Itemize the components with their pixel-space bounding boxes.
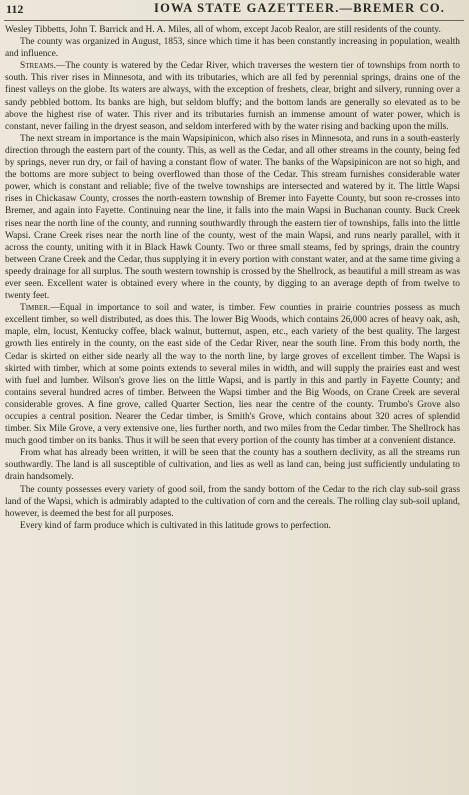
paragraph-timber: Timber.—Equal in importance to soil and water, is timber. Few counties in prairie countries possess as much excellent timber, so well distributed, as does this. The lower Big Woods, which contains 26,000 acres of heavy oak, ash, maple, elm, locust, Kentucky coffee, black walnut, butternut, aspen, etc., each variety of the best quality. The largest growth lies entirely in the county, on the east side of the Cedar River, near the south line. From this body north, the Cedar is skirted on either side nearly all the way to the north line, by large groves of excellent timber. The Wapsi is skirted with timber, which at some points extends to several miles in width, and will supply the prairies east and west with fuel and lumber. Wilson's grove lies on the little Wapsi, and is partly in this and partly in Fayette County; and contains several hundred acres of timber. Between the Wapsi timber and the Big Woods, on Crane Creek are several considerable groves. A fine grove, called Quarter Section, lies near the centre of the county. Trumbo's Grove also occupies a central position. Nearer the Cedar timber, is Smith's Grove, which contains about 320 acres of splendid timber. Six Mile Grove, a very extensive one, lies further north, and two miles from the Cedar timber. The Shellrock has much good timber on its banks. Thus it will be seen that every portion of the county has timber at a convenient distance.: [5, 303, 460, 447]
section-heading-streams: Streams.—: [20, 61, 66, 72]
paragraph-wapsipinicon: The next stream in importance is the main Wapsipinicon, which also rises in Minnesota, and runs in a south-easterly direction through the eastern part of the county. This, as well as the Cedar, and all other streams in the county, being fed by springs, never run dry, or fail of having a constant flow of water. The banks of the Wapsipinicon are not so high, and the bottoms are more subject to being overflowed than those of the Cedar. This stream furnishes considerable water power, which is constant and reliable; five of the twelve townships are intersected and watered by it. The little Wapsi rises in Chickasaw County, crosses the north-eastern township of Bremer into Fayette County, but soon re-crosses into Bremer, and again into Fayette. Continuing near the line, it falls into the main Wapsi in Buchanan county. Buck Creek rises near the north line of the county, and running southwardly through the eastern tier of townships, falls into the little Wapsi. Crane Creek rises near the north line of the county, west of the main Wapsi, and runs nearly parallel, with it across the county, uniting with it in Black Hawk County. Two or three small steams, fed by springs, drain the country between Crane Creek and the Cedar, thus supplying it in every portion with constant water, and at the same time giving a speedy drainage for all surplus. The south western township is crossed by the Shellrock, as beautiful a mill stream as was ever seen. Excellent water is obtained every where in the county, by digging to an average depth of from twelve to twenty feet.: [5, 133, 460, 302]
article-body: [5, 24, 460, 532]
page-number: 112: [6, 2, 24, 16]
running-head: IOWA STATE GAZETTEER.—BREMER CO.: [154, 1, 446, 15]
paragraph-soil: The county possesses every variety of good soil, from the sandy bottom of the Cedar to the rich clay sub-soil grass land of the Wapsi, which is admirably adapted to the cultivation of corn and the cereals. The rolling clay sub-soil upland, however, is deemed the best for all purposes.: [5, 484, 460, 519]
paragraph-declivity: From what has already been written, it will be seen that the county has a southern declivity, as all the streams run southwardly. The land is all susceptible of cultivation, and lies as well as land can, being just sufficiently undulating to drain handsomely.: [5, 448, 460, 483]
paragraph-produce: Every kind of farm produce which is cultivated in this latitude grows to perfection.: [20, 520, 331, 531]
page-header: [4, 0, 464, 21]
paragraph-organization: The county was organized in August, 1853, since which time it has been constantly increasing in population, wealth and influence.: [5, 37, 460, 60]
paragraph-settlers: Wesley Tibbetts, John T. Barrick and H. A. Miles, all of whom, except Jacob Realor, are still residents of the county.: [5, 25, 441, 35]
paragraph-streams: Streams.—The county is watered by the Cedar River, which traverses the western tier of townships from north to south. This river rises in Minnesota, and with its tributaries, which are all fed by perennial springs, drains one of the finest valleys on the globe. Its waters are always, with the exception of freshets, clear, bright and silvery, running over a sandy pebbled bottom. Its banks are high, but seldom bluffy; and the bottom lands are generally so elevated as to be above the highest rise of water. This river and its tributaries furnish an immense amount of water power, which is constant, never failing in the dryest season, and seldom interfered with by the water rising and backing upon the mills.: [5, 61, 460, 132]
section-heading-timber: Timber.—: [20, 303, 60, 314]
